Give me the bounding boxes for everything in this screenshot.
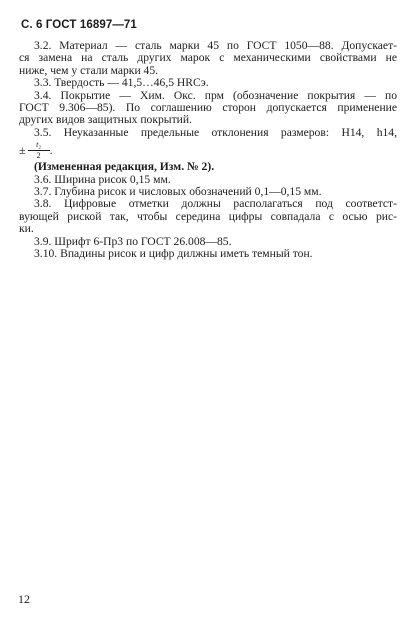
clause-3-5-line-1: 3.5. Неуказанные предельные отклонения размеров: H14, h14, bbox=[34, 125, 397, 139]
clause-3-10: 3.10. Впадины рисок и цифр дилжны иметь темный тон. bbox=[34, 247, 313, 261]
clause-3-2-line-1: 3.2. Материал — сталь марки 45 по ГОСТ 1050—88. Допускает- bbox=[34, 39, 397, 52]
clause-3-4-line-1: 3.4. Покрытие — Хим. Окс. прм (обозначение покрытия — по bbox=[34, 88, 397, 102]
clause-3-2-line-2: ся замена на сталь других марок с механическими свойствами не bbox=[19, 51, 397, 65]
clause-3-3: 3.3. Твердость — 41,5…46,5 HRCэ. bbox=[34, 76, 209, 90]
clause-3-8-line-1: 3.8. Цифровые отметки должны располагаться под соответст- bbox=[34, 197, 397, 211]
amendment-note: (Измененная редакция, Изм. № 2). bbox=[34, 160, 215, 174]
clause-3-4-line-2: ГОСТ 9.306—85). По соглашению сторон допускается применение bbox=[19, 101, 397, 115]
formula-end: . bbox=[49, 143, 53, 158]
fraction bbox=[28, 141, 50, 160]
clause-3-2-line-3: ниже, чем у стали марки 45. bbox=[19, 63, 159, 77]
clause-3-2 bbox=[19, 40, 397, 77]
fraction-numerator: t₂ bbox=[36, 139, 42, 149]
fraction-denominator: 2 bbox=[36, 150, 41, 160]
page-header: С. 6 ГОСТ 16897—71 bbox=[21, 19, 137, 31]
clause-3-8-line-3: ки. bbox=[19, 222, 34, 236]
clause-3-5 bbox=[19, 127, 397, 139]
clause-3-9: 3.9. Шрифт 6-Пр3 по ГОСТ 26.008—85. bbox=[34, 234, 232, 248]
page-number: 12 bbox=[18, 592, 30, 606]
clause-3-6: 3.6. Ширина рисок 0,15 мм. bbox=[34, 172, 171, 186]
plus-minus-sign: ± bbox=[19, 143, 26, 158]
clause-3-7: 3.7. Глубина рисок и числовых обозначений 0,1—0,15 мм. bbox=[34, 185, 322, 199]
document-body bbox=[19, 40, 397, 261]
clause-3-4 bbox=[19, 90, 397, 127]
tolerance-formula bbox=[19, 139, 397, 161]
clause-3-4-line-3: других видов защитных покрытий. bbox=[19, 113, 192, 127]
clause-3-8-line-2: вующей риской так, чтобы середина цифры совпадала с осью рис- bbox=[19, 209, 397, 223]
clause-3-8 bbox=[19, 198, 397, 235]
